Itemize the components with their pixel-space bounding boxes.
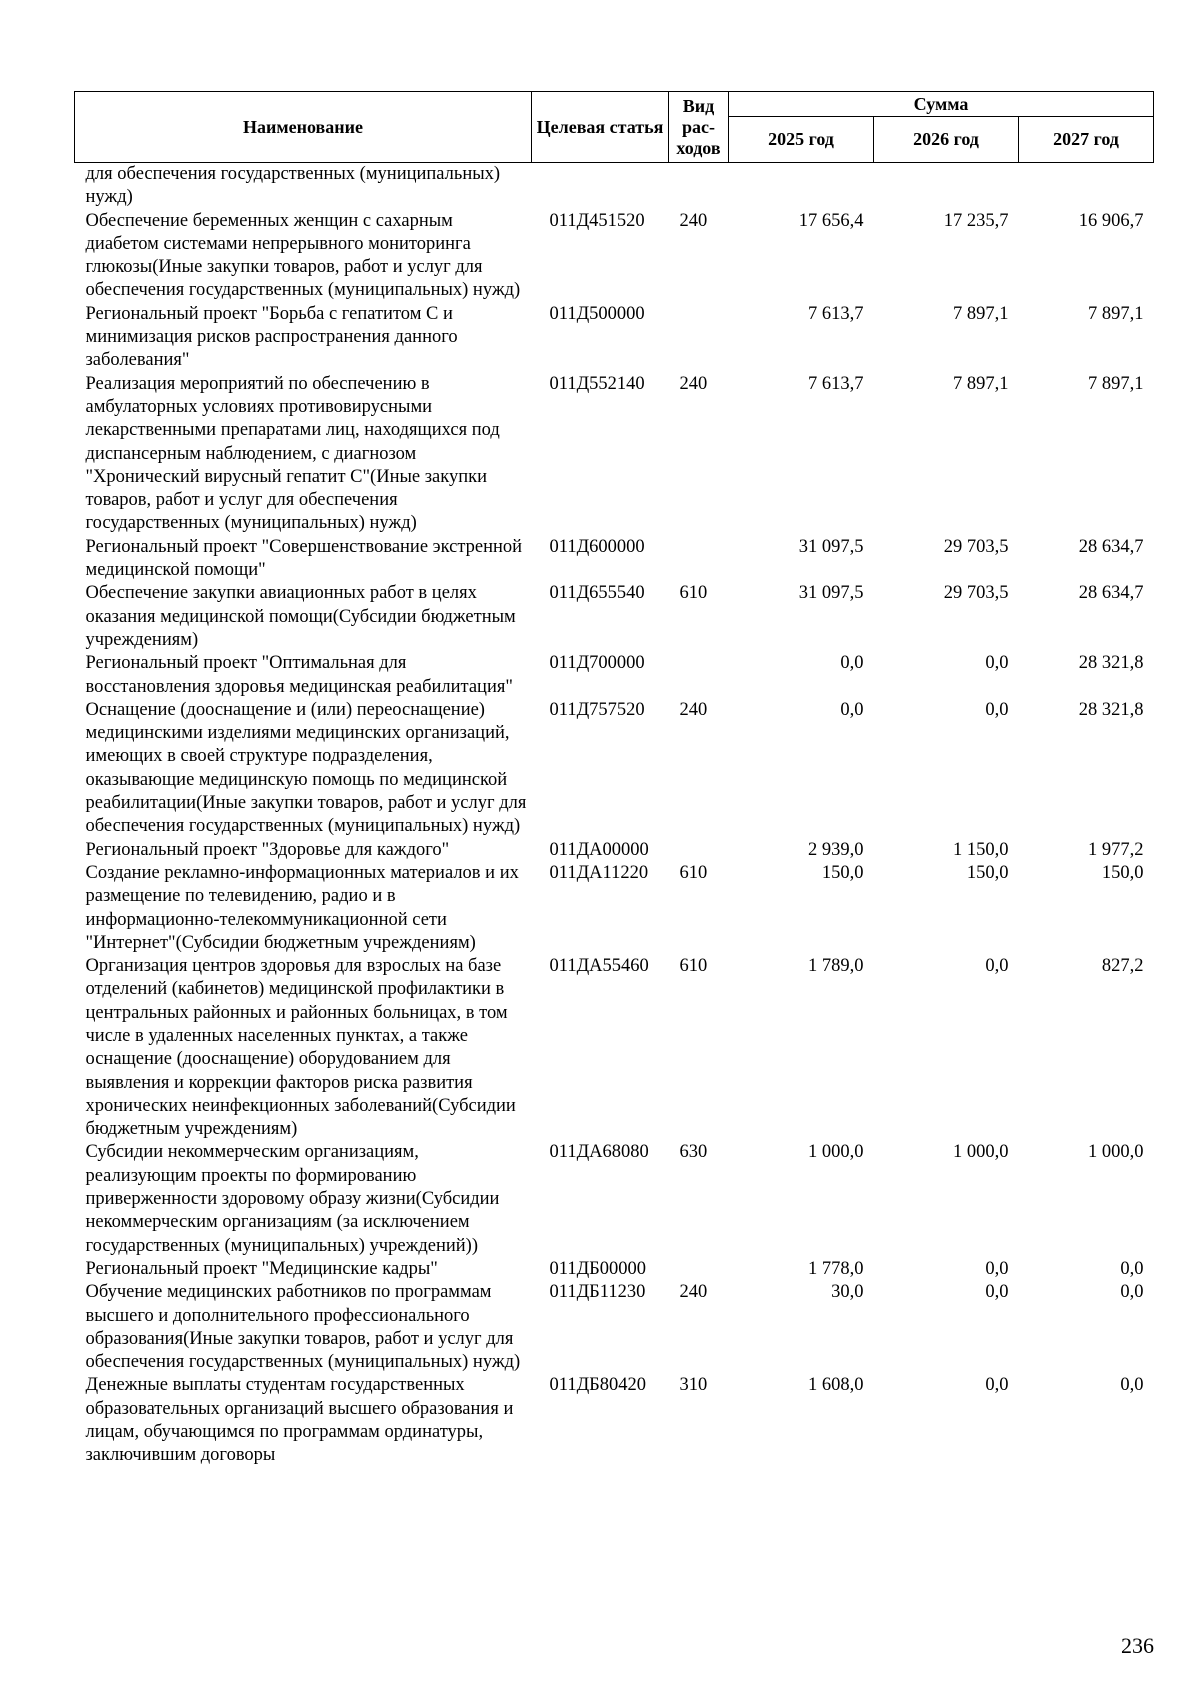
table-row [75,839,1154,862]
row-name: Обучение медицинских работников по программам высшего и дополнительного профессионального образования(Иные закупки товаров, работ и услуг для обеспечения государственных (муниципальных) нужд) [85,1282,521,1373]
row-sum-2027: 827,2 [1101,956,1144,977]
row-name: Организация центров здоровья для взрослых на базе отделений (кабинетов) медицинской профилактики в центральных районных и районных больницах, в том числе в удаленных населенных пунктах, а также оснащение (дооснащение) оборудованием для выявления и коррекции факторов риска развития хронических неинфекционных заболеваний(Субсидии бюджетным учреждениям) [85,956,516,1140]
row-sum-2025: 31 097,5 [798,583,864,604]
row-sum-2027 [1019,163,1154,210]
row-sum-2026 [874,163,1019,210]
row-sum-2027: 1 977,2 [1088,839,1144,860]
row-expense-kind: 310 [679,1375,708,1396]
row-sum-2025: 30,0 [831,1282,864,1303]
row-sum-2025: 1 608,0 [808,1375,864,1396]
row-expense-kind: 610 [679,862,708,883]
row-sum-2025: 2 939,0 [808,839,864,860]
row-expense-kind: 240 [679,210,708,231]
row-sum-2027: 7 897,1 [1088,373,1144,394]
row-sum-2025: 150,0 [821,862,864,883]
table-row [75,163,1154,210]
row-sum-2027: 16 906,7 [1078,210,1144,231]
row-sum-2026: 0,0 [985,956,1009,977]
row-target-code: 011Д757520 [549,699,645,720]
row-name: Реализация мероприятий по обеспечению в амбулаторных условиях противовирусными лекарственными препаратами лиц, находящихся под диспансерным наблюдением, с диагнозом "Хронический вирусный гепатит С"(Иные закупки товаров, работ и услуг для обеспечения государственных (муниципальных) нужд) [85,373,500,534]
row-name: Создание рекламно-информационных материалов и их размещение по телевидению, радио и в информационно-телекоммуникационной сети "Интернет"(Субсидии бюджетным учреждениям) [85,862,519,953]
row-name: Субсидии некоммерческим организациям, реализующим проекты по формированию приверженности здоровому образу жизни(Субсидии некоммерческим организациям (за исключением государственных (муниципальных) учреждений)) [85,1142,500,1256]
table-row [75,1258,1154,1281]
row-sum-2026: 29 703,5 [943,536,1009,557]
row-sum-2026: 1 150,0 [953,839,1009,860]
row-expense-kind [669,839,729,862]
row-target-code: 011ДБ00000 [549,1258,647,1279]
row-sum-2027: 28 321,8 [1078,699,1144,720]
table-header [75,92,1154,163]
row-sum-2026: 150,0 [966,862,1009,883]
row-sum-2027: 0,0 [1120,1258,1144,1279]
row-sum-2025: 17 656,4 [798,210,864,231]
header-name: Наименование [75,92,532,163]
row-name: Региональный проект "Здоровье для каждого" [85,839,450,860]
row-sum-2025: 1 000,0 [808,1142,864,1163]
row-target-code: 011Д600000 [549,536,645,557]
row-target-code: 011ДА00000 [549,839,649,860]
row-sum-2025: 1 778,0 [808,1258,864,1279]
header-kind: Вид рас-ходов [669,92,729,163]
header-sum: Сумма [729,92,1154,117]
row-sum-2026: 17 235,7 [943,210,1009,231]
row-sum-2027: 0,0 [1120,1375,1144,1396]
table-body [75,163,1154,1468]
row-name: Обеспечение закупки авиационных работ в целях оказания медицинской помощи(Субсидии бюджетным учреждениям) [85,583,516,650]
row-target-code: 011ДА68080 [549,1142,649,1163]
row-name: Региональный проект "Совершенствование экстренной медицинской помощи" [85,536,523,581]
budget-table [74,91,1154,1468]
row-name: Обеспечение беременных женщин с сахарным диабетом системами непрерывного мониторинга глюкозы(Иные закупки товаров, работ и услуг для обеспечения государственных (муниципальных) нужд) [85,210,521,301]
header-target: Целевая статья [532,92,669,163]
table-row [75,303,1154,373]
row-sum-2026: 0,0 [985,699,1009,720]
row-name: Оснащение (дооснащение и (или) переоснащение) медицинскими изделиями медицинских организаций, имеющих в своей структуре подразделения, оказывающие медицинскую помощь по медицинской реабилитации(Иные закупки товаров, работ и услуг для обеспечения государственных (муниципальных) нужд) [85,699,527,837]
row-sum-2027: 150,0 [1101,862,1144,883]
table-row [75,652,1154,699]
row-target-code: 011Д552140 [549,373,645,394]
row-expense-kind [669,163,729,210]
table-row [75,862,1154,955]
table-row [75,536,1154,583]
row-target-code: 011Д700000 [549,653,645,674]
row-expense-kind: 240 [679,1282,708,1303]
row-sum-2025: 0,0 [840,653,864,674]
row-expense-kind: 240 [679,699,708,720]
row-target-code: 011ДБ11230 [549,1282,646,1303]
row-name: Региональный проект "Борьба с гепатитом С и минимизация рисков распространения данного заболевания" [85,303,458,371]
row-name: для обеспечения государственных (муниципальных) нужд) [85,164,501,208]
row-sum-2026: 0,0 [985,1258,1009,1279]
row-sum-2026: 1 000,0 [953,1142,1009,1163]
row-name: Региональный проект "Медицинские кадры" [85,1258,438,1279]
row-target-code: 011Д655540 [549,583,645,604]
row-sum-2026: 7 897,1 [953,373,1009,394]
row-expense-kind: 610 [679,956,708,977]
row-sum-2025 [729,163,874,210]
header-year-2026: 2026 год [874,117,1019,163]
row-expense-kind: 610 [679,583,708,604]
table-row [75,373,1154,536]
row-sum-2025: 1 789,0 [808,956,864,977]
row-sum-2025: 0,0 [840,699,864,720]
table-row [75,955,1154,1141]
row-sum-2027: 28 321,8 [1078,653,1144,674]
table-row [75,1141,1154,1257]
row-sum-2026: 0,0 [985,1375,1009,1396]
table-row [75,582,1154,652]
header-year-2027: 2027 год [1019,117,1154,163]
row-sum-2026: 7 897,1 [953,303,1009,324]
row-sum-2025: 7 613,7 [808,303,864,324]
row-sum-2027: 1 000,0 [1088,1142,1144,1163]
page-number: 236 [1121,1633,1154,1658]
row-name: Денежные выплаты студентам государственных образовательных организаций высшего образования и лицам, обучающимся по программам ординатуры, заключившим договоры [85,1375,514,1466]
row-name: Региональный проект "Оптимальная для восстановления здоровья медицинская реабилитация" [85,653,513,697]
table-row [75,1281,1154,1374]
row-sum-2027: 7 897,1 [1088,303,1144,324]
row-target-code: 011ДБ80420 [549,1375,647,1396]
row-target-code: 011ДА55460 [549,956,649,977]
row-expense-kind: 240 [679,373,708,394]
row-expense-kind: 630 [679,1142,708,1163]
row-sum-2027: 28 634,7 [1078,583,1144,604]
header-year-2025: 2025 год [729,117,874,163]
row-sum-2025: 7 613,7 [808,373,864,394]
row-expense-kind [669,303,729,373]
row-sum-2026: 0,0 [985,1282,1009,1303]
row-sum-2027: 28 634,7 [1078,536,1144,557]
row-sum-2026: 29 703,5 [943,583,1009,604]
row-target-code: 011ДА11220 [549,862,649,883]
row-expense-kind [669,652,729,699]
row-expense-kind [669,1258,729,1281]
row-target-code: 011Д451520 [549,210,645,231]
row-expense-kind [669,536,729,583]
row-target-code [532,163,669,210]
table-row [75,1374,1154,1467]
row-sum-2025: 31 097,5 [798,536,864,557]
table-row [75,210,1154,303]
row-sum-2026: 0,0 [985,653,1009,674]
row-target-code: 011Д500000 [549,303,645,324]
row-sum-2027: 0,0 [1120,1282,1144,1303]
table-row [75,699,1154,839]
